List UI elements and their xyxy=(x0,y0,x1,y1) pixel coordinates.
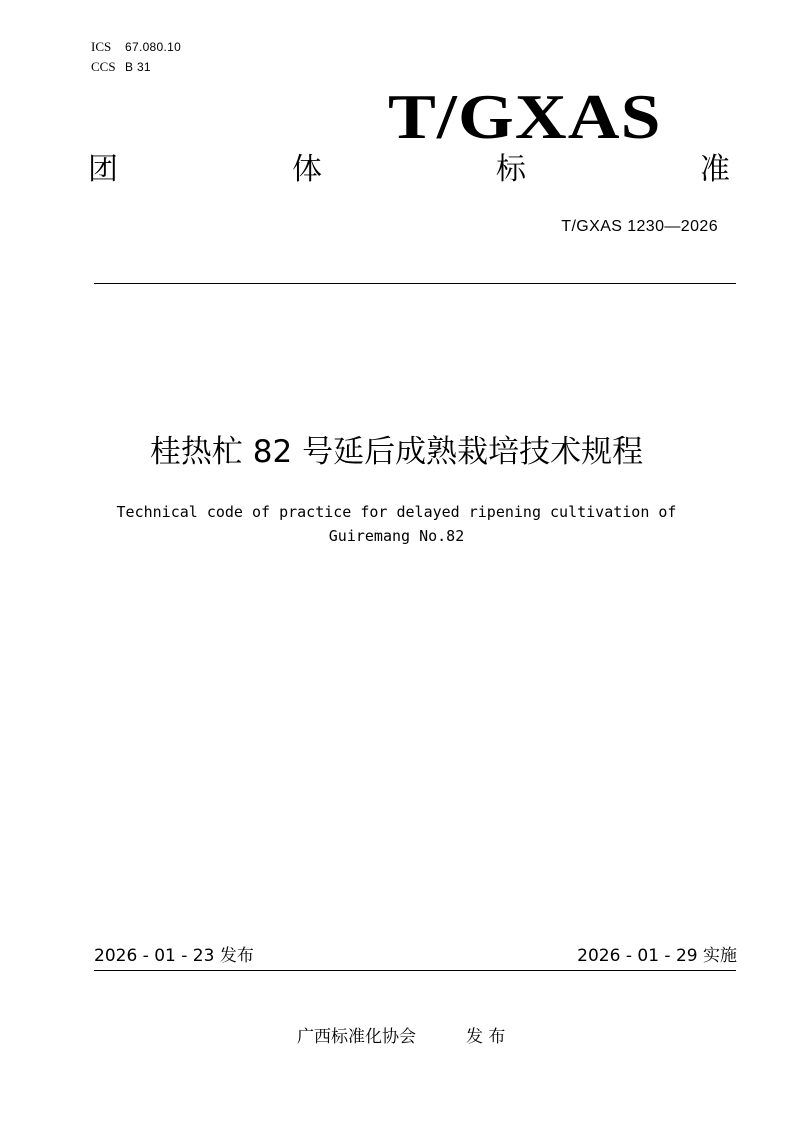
standard-brand: T/GXAS xyxy=(388,81,662,152)
ics-code xyxy=(91,40,181,54)
footer-divider xyxy=(94,970,736,971)
ics-label: ICS xyxy=(91,39,112,54)
title-en-line-2: Guiremang No.82 xyxy=(328,527,465,545)
title-en-line-1: Technical code of practice for delayed ripening cultivation of xyxy=(116,503,677,521)
publish-action: 发 布 xyxy=(466,1027,506,1047)
ccs-code xyxy=(91,60,151,74)
standard-type-char: 体 xyxy=(292,152,322,187)
standard-type-char: 标 xyxy=(496,152,526,187)
ccs-value: B 31 xyxy=(125,60,151,74)
ccs-label: CCS xyxy=(91,59,116,74)
implement-date: 2026 - 01 - 29 实施 xyxy=(577,946,737,966)
standard-type-char: 团 xyxy=(88,152,118,187)
publisher-name: 广西标准化协会 xyxy=(297,1027,416,1047)
standard-type xyxy=(88,152,730,188)
publish-date: 2026 - 01 - 23 发布 xyxy=(94,946,254,966)
document-title-en xyxy=(0,500,793,548)
ics-value: 67.080.10 xyxy=(125,40,182,54)
document-title-cn: 桂热杧 82 号延后成熟栽培技术规程 xyxy=(149,434,644,470)
document-number: T/GXAS 1230—2026 xyxy=(561,218,718,235)
standard-type-char: 准 xyxy=(700,152,730,187)
header-divider xyxy=(94,283,736,284)
